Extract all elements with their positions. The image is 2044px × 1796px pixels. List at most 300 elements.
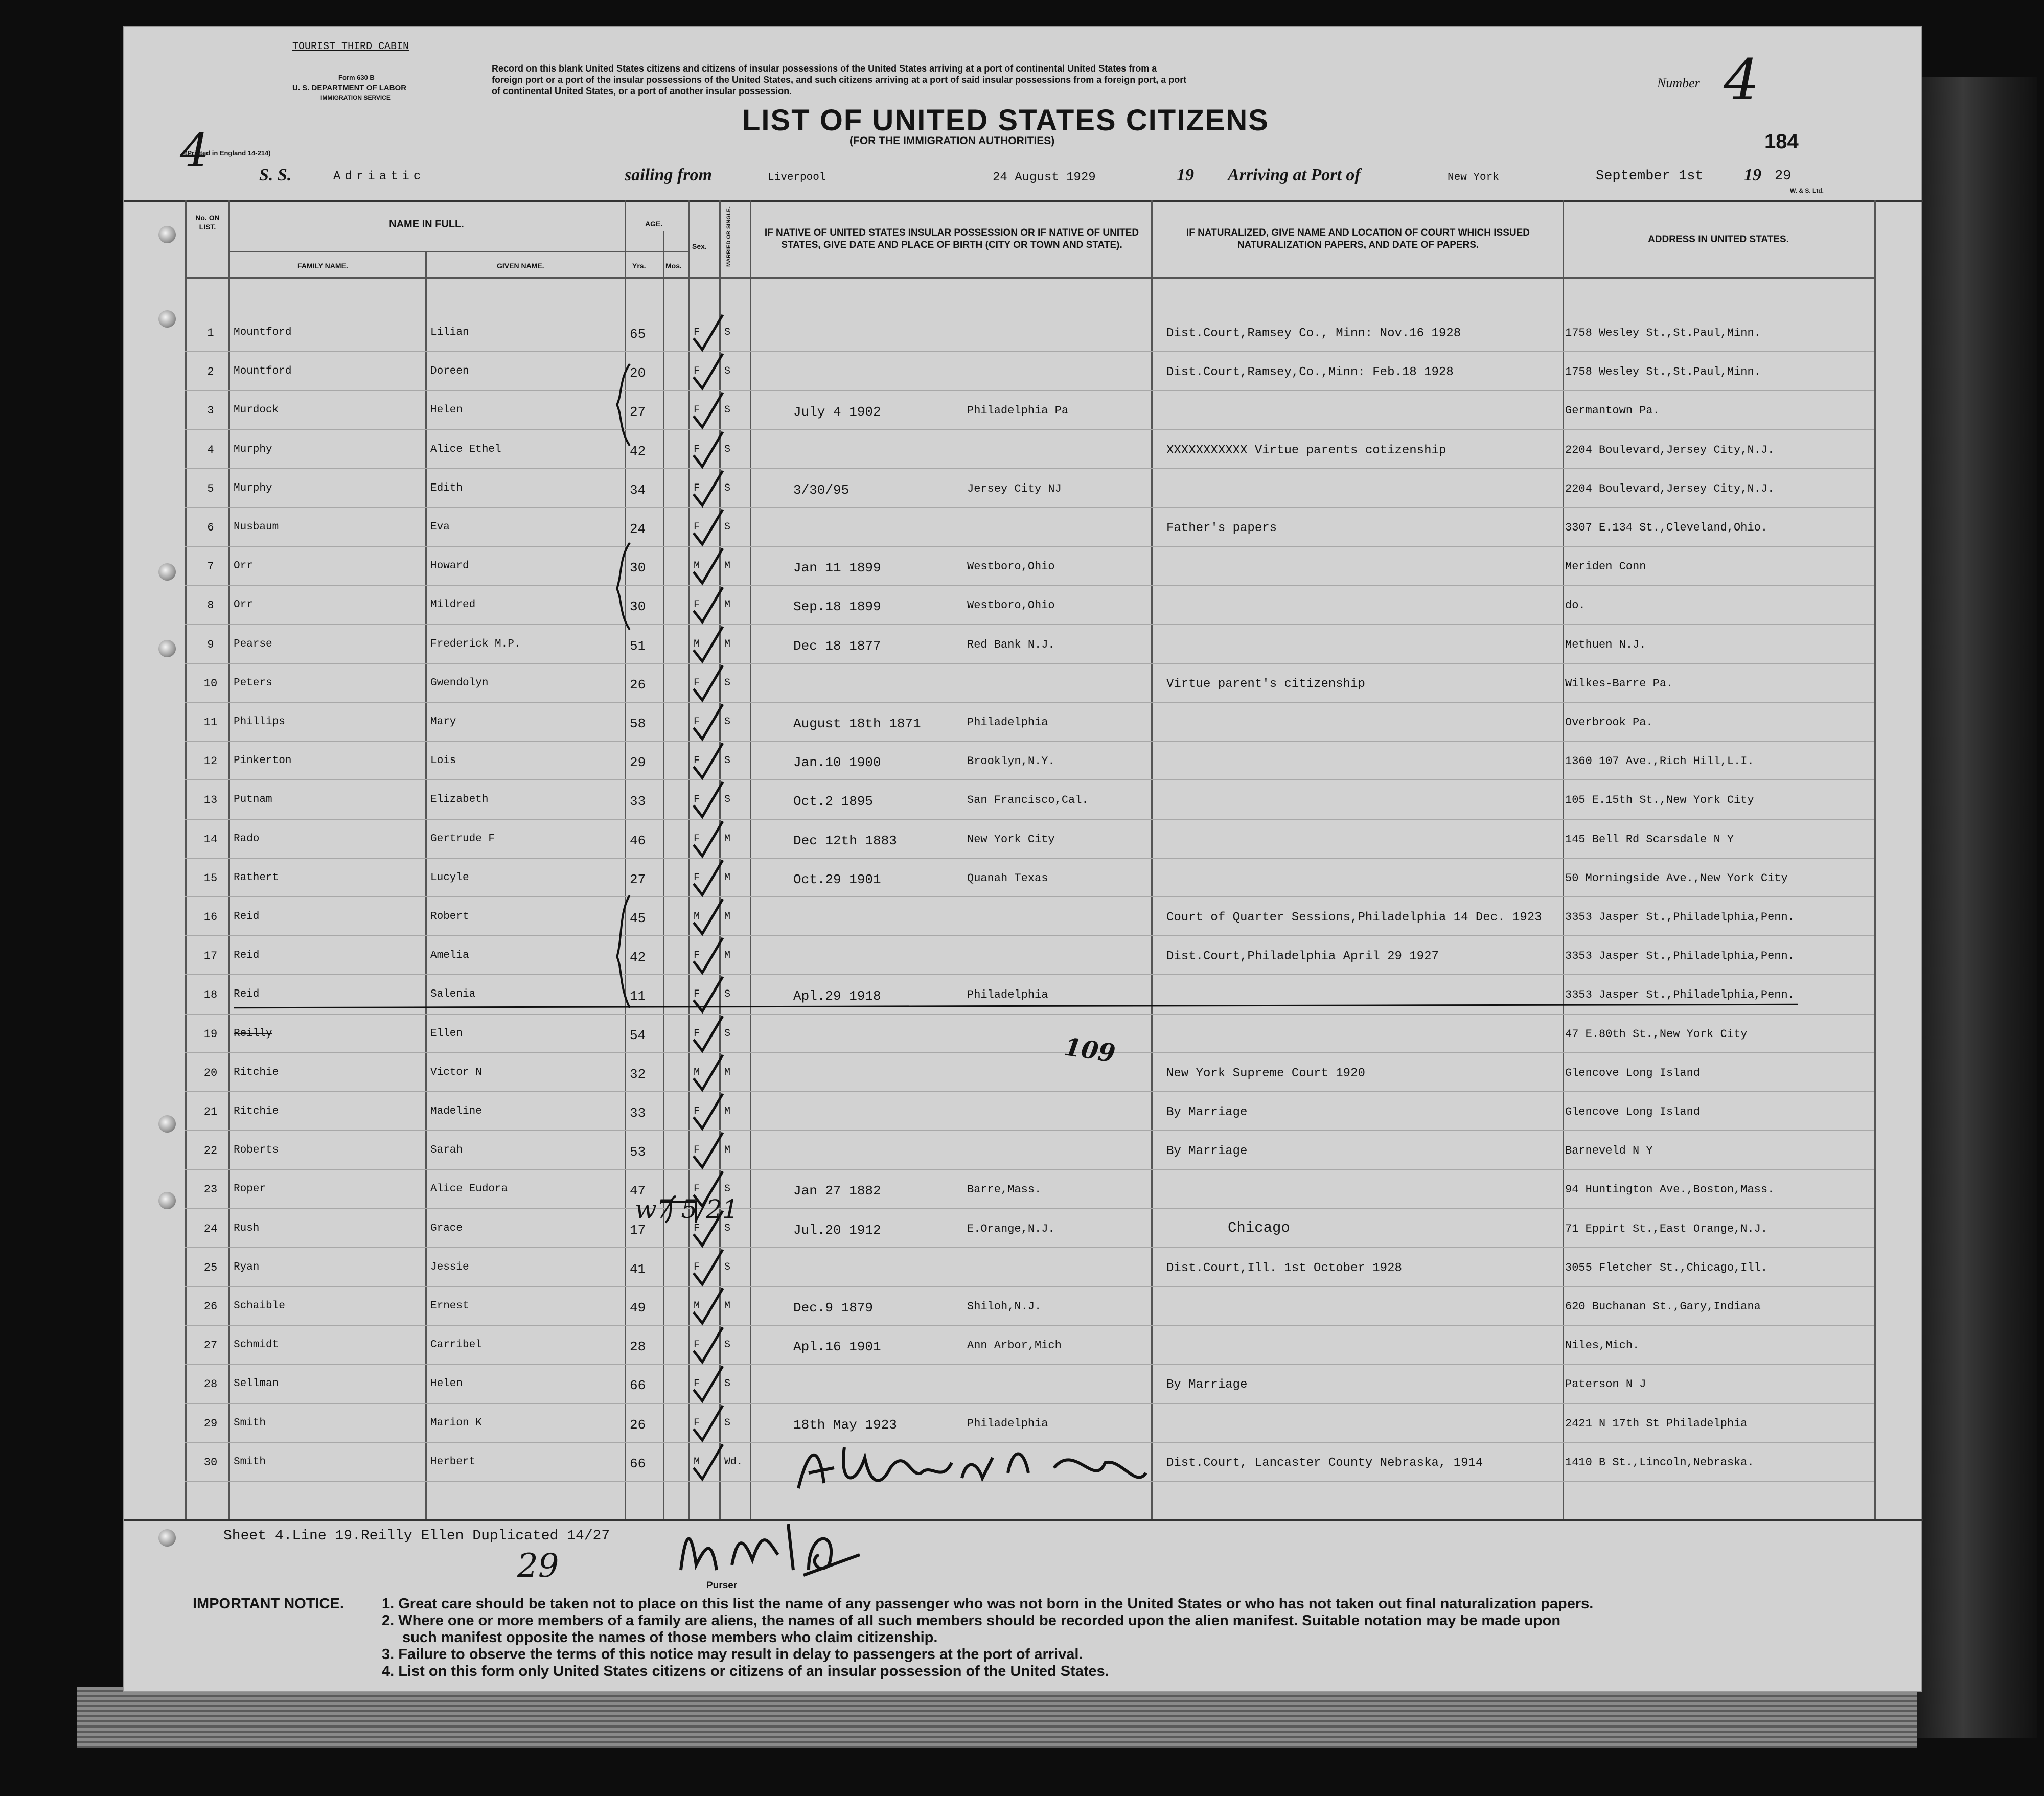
sailing-from: Liverpool bbox=[768, 172, 826, 183]
tourist-label: TOURIST THIRD CABIN bbox=[292, 41, 409, 53]
age-years: 33 bbox=[630, 1106, 646, 1121]
row-number: 16 bbox=[203, 911, 218, 924]
row-number: 20 bbox=[203, 1066, 218, 1079]
marital-status: S bbox=[724, 443, 731, 455]
sex: M bbox=[694, 560, 700, 572]
given-name: Gwendolyn bbox=[430, 677, 489, 689]
marital-status: S bbox=[724, 1378, 731, 1390]
family-name: Murphy bbox=[234, 482, 272, 494]
given-name: Salenia bbox=[430, 988, 476, 1001]
age-years: 42 bbox=[630, 950, 646, 965]
marital-status: S bbox=[724, 1222, 731, 1234]
given-name: Sarah bbox=[430, 1144, 463, 1157]
ship-name: Adriatic bbox=[333, 170, 425, 183]
notice-item-3: 3. Failure to observe the terms of this notice may result in delay to passengers at the port of arrival. bbox=[382, 1646, 1083, 1663]
birth-date: Jan 11 1899 bbox=[793, 560, 881, 576]
row-number: 4 bbox=[207, 443, 214, 456]
given-name: Gertrude F bbox=[430, 833, 495, 845]
family-name: Schmidt bbox=[234, 1339, 279, 1351]
sheet-note: Sheet 4.Line 19.Reilly Ellen Duplicated 14/27 bbox=[223, 1528, 610, 1544]
given-name: Lois bbox=[430, 755, 456, 767]
col-header-address: ADDRESS IN UNITED STATES. bbox=[1648, 234, 1789, 245]
us-address: 620 Buchanan St.,Gary,Indiana bbox=[1565, 1300, 1761, 1313]
family-name: Reid bbox=[234, 988, 260, 1001]
birth-place: Jersey City NJ bbox=[967, 482, 1062, 495]
us-address: 1410 B St.,Lincoln,Nebraska. bbox=[1565, 1456, 1754, 1469]
family-name: Nusbaum bbox=[234, 521, 279, 533]
row-number: 21 bbox=[203, 1106, 218, 1118]
sex: F bbox=[694, 794, 700, 806]
marital-status: S bbox=[724, 988, 731, 1001]
arrival-port: New York bbox=[1448, 172, 1499, 183]
marital-status: M bbox=[724, 638, 731, 650]
row-number: 2 bbox=[207, 365, 214, 379]
marital-status: M bbox=[724, 560, 731, 572]
year-19: 19 bbox=[1177, 166, 1194, 185]
given-name: Jessie bbox=[430, 1261, 469, 1273]
row-number: 3 bbox=[207, 404, 214, 418]
given-name: Victor N bbox=[430, 1066, 482, 1078]
naturalization: Virtue parent's citizenship bbox=[1166, 677, 1365, 691]
col-header-no: No. ON LIST. bbox=[195, 214, 220, 231]
birth-place: Westboro,Ohio bbox=[967, 599, 1055, 612]
sex: F bbox=[694, 521, 700, 533]
family-name: Murphy bbox=[234, 443, 272, 455]
age-years: 34 bbox=[630, 482, 646, 498]
marital-status: M bbox=[724, 1106, 731, 1117]
family-name: Reid bbox=[234, 911, 260, 923]
age-years: 53 bbox=[630, 1144, 646, 1160]
sex: F bbox=[694, 1027, 700, 1040]
number-value: 4 bbox=[1724, 47, 1759, 112]
birth-date: 3/30/95 bbox=[793, 482, 849, 498]
family-name: Roper bbox=[234, 1183, 266, 1195]
age-years: 46 bbox=[630, 833, 646, 848]
age-years: 27 bbox=[630, 404, 646, 420]
age-years: 42 bbox=[630, 443, 646, 459]
birth-date: Dec.9 1879 bbox=[793, 1300, 874, 1316]
age-years: 26 bbox=[630, 677, 646, 693]
family-name: Orr bbox=[234, 560, 253, 572]
purser-signature bbox=[665, 1509, 880, 1585]
us-address: Methuen N.J. bbox=[1565, 638, 1646, 651]
us-address: Barneveld N Y bbox=[1565, 1144, 1653, 1158]
age-years: 66 bbox=[630, 1456, 646, 1471]
sex: F bbox=[694, 1378, 700, 1390]
page-number: 184 bbox=[1764, 130, 1799, 153]
age-years: 11 bbox=[630, 988, 646, 1004]
marital-status: M bbox=[724, 1066, 731, 1078]
given-name: Helen bbox=[430, 1378, 463, 1390]
family-name: Rush bbox=[234, 1222, 260, 1234]
marital-status: S bbox=[724, 755, 731, 767]
given-name: Lilian bbox=[430, 327, 469, 338]
ss-label: S. S. bbox=[259, 166, 292, 185]
given-name: Lucyle bbox=[430, 871, 469, 884]
marital-status: S bbox=[724, 521, 731, 533]
handwritten-date-24: w7 5/21 bbox=[635, 1194, 739, 1224]
manifest-page bbox=[123, 26, 1922, 1692]
marital-status: S bbox=[724, 327, 731, 338]
marital-status: M bbox=[724, 871, 731, 884]
birth-place: Philadelphia Pa bbox=[967, 404, 1069, 418]
col-header-married: MARRIED OR SINGLE. bbox=[726, 206, 732, 267]
us-address: Glencove Long Island bbox=[1565, 1106, 1701, 1118]
us-address: 2204 Boulevard,Jersey City,N.J. bbox=[1565, 443, 1775, 456]
us-address: 3353 Jasper St.,Philadelphia,Penn. bbox=[1565, 911, 1795, 924]
sailing-label: sailing from bbox=[625, 166, 712, 185]
row-number: 30 bbox=[203, 1456, 218, 1469]
service: IMMIGRATION SERVICE bbox=[320, 94, 391, 101]
notice-item-2b: such manifest opposite the names of those members who claim citizenship. bbox=[402, 1629, 938, 1646]
arrival-19: 19 bbox=[1744, 166, 1761, 185]
sex: M bbox=[694, 911, 700, 923]
naturalization: By Marriage bbox=[1166, 1144, 1248, 1159]
birth-place: Barre,Mass. bbox=[967, 1183, 1042, 1196]
us-address: 3353 Jasper St.,Philadelphia,Penn. bbox=[1565, 950, 1795, 963]
family-name: Putnam bbox=[234, 794, 272, 806]
col-header-yrs: Yrs. bbox=[632, 262, 646, 270]
age-years: 30 bbox=[630, 560, 646, 576]
birth-place: Philadelphia bbox=[967, 1417, 1048, 1430]
marital-status: S bbox=[724, 365, 731, 378]
row-number: 24 bbox=[203, 1222, 218, 1235]
department: U. S. DEPARTMENT OF LABOR bbox=[292, 84, 407, 93]
chicago-note: Chicago bbox=[1228, 1219, 1290, 1236]
record-text-3: of continental United States, or a port of another insular possession. bbox=[492, 86, 792, 96]
birth-date: Dec 18 1877 bbox=[793, 638, 881, 654]
col-header-family: FAMILY NAME. bbox=[297, 262, 348, 270]
family-name: Pearse bbox=[234, 638, 272, 650]
age-years: 32 bbox=[630, 1066, 646, 1082]
printer-mark: W. & S. Ltd. bbox=[1790, 187, 1824, 194]
left-mark: 4 bbox=[180, 124, 210, 177]
marital-status: S bbox=[724, 677, 731, 689]
row-number: 26 bbox=[203, 1300, 218, 1313]
marital-status: S bbox=[724, 1417, 731, 1429]
marital-status: Wd. bbox=[724, 1456, 743, 1468]
us-address: 3055 Fletcher St.,Chicago,Ill. bbox=[1565, 1261, 1768, 1274]
given-name: Alice Eudora bbox=[430, 1183, 508, 1195]
age-years: 24 bbox=[630, 521, 646, 537]
birth-date: Apl.16 1901 bbox=[793, 1339, 881, 1355]
col-header-given: GIVEN NAME. bbox=[497, 262, 544, 270]
sex: F bbox=[694, 1106, 700, 1117]
given-name: Howard bbox=[430, 560, 469, 572]
row-number: 15 bbox=[203, 871, 218, 885]
us-address: Niles,Mich. bbox=[1565, 1339, 1640, 1352]
handwritten-29: 29 bbox=[517, 1547, 559, 1585]
age-years: 33 bbox=[630, 794, 646, 810]
family-name: Peters bbox=[234, 677, 272, 689]
naturalization: By Marriage bbox=[1166, 1106, 1248, 1119]
given-name: Ernest bbox=[430, 1300, 469, 1312]
sex: F bbox=[694, 1261, 700, 1273]
given-name: Eva bbox=[430, 521, 450, 533]
row-number: 23 bbox=[203, 1183, 218, 1196]
given-name: Carribel bbox=[430, 1339, 482, 1351]
birth-date: Oct.29 1901 bbox=[793, 871, 881, 887]
family-name: Orr bbox=[234, 599, 253, 611]
us-address: Meriden Conn bbox=[1565, 560, 1646, 573]
birth-place: Red Bank N.J. bbox=[967, 638, 1055, 651]
record-text-1: Record on this blank United States citizens and citizens of insular possessions of the United States arriving at a port of continental United States from a bbox=[492, 63, 1157, 74]
family-name: Ritchie bbox=[234, 1106, 279, 1117]
sex: M bbox=[694, 638, 700, 650]
row-number: 10 bbox=[203, 677, 218, 690]
col-header-age: AGE. bbox=[645, 220, 663, 228]
sex: F bbox=[694, 1339, 700, 1351]
us-address: 2421 N 17th St Philadelphia bbox=[1565, 1417, 1748, 1430]
age-years: 54 bbox=[630, 1027, 646, 1043]
arrival-year: 29 bbox=[1775, 169, 1792, 184]
sex: F bbox=[694, 755, 700, 767]
sex: F bbox=[694, 677, 700, 689]
age-years: 30 bbox=[630, 599, 646, 615]
us-address: Glencove Long Island bbox=[1565, 1066, 1701, 1079]
naturalization: Dist.Court,Ramsey Co., Minn: Nov.16 1928 bbox=[1166, 327, 1461, 340]
age-years: 29 bbox=[630, 755, 646, 771]
birth-date: Dec 12th 1883 bbox=[793, 833, 897, 848]
arrival-date: September 1st bbox=[1596, 169, 1704, 184]
birth-date: August 18th 1871 bbox=[793, 716, 921, 731]
age-years: 65 bbox=[630, 327, 646, 342]
us-address: 1360 107 Ave.,Rich Hill,L.I. bbox=[1565, 755, 1754, 768]
birth-place: Ann Arbor,Mich bbox=[967, 1339, 1062, 1352]
us-address: 47 E.80th St.,New York City bbox=[1565, 1027, 1748, 1041]
printed-note: (Printed in England 14-214) bbox=[185, 149, 271, 157]
row-number: 9 bbox=[207, 638, 214, 651]
binder-hole bbox=[158, 1529, 176, 1547]
us-address: Wilkes-Barre Pa. bbox=[1565, 677, 1673, 690]
given-name: Helen bbox=[430, 404, 463, 417]
marital-status: M bbox=[724, 833, 731, 845]
number-label: Number bbox=[1657, 76, 1700, 90]
birth-place: Shiloh,N.J. bbox=[967, 1300, 1042, 1313]
age-years: 58 bbox=[630, 716, 646, 731]
family-name: Pinkerton bbox=[234, 755, 292, 767]
family-name: Smith bbox=[234, 1456, 266, 1468]
marital-status: M bbox=[724, 1144, 731, 1157]
sex: F bbox=[694, 716, 700, 728]
sex: F bbox=[694, 950, 700, 962]
age-years: 51 bbox=[630, 638, 646, 654]
age-years: 45 bbox=[630, 911, 646, 926]
row-number: 22 bbox=[203, 1144, 218, 1158]
sex: F bbox=[694, 327, 700, 338]
naturalization: Dist.Court,Ill. 1st October 1928 bbox=[1166, 1261, 1402, 1275]
marital-status: S bbox=[724, 1339, 731, 1351]
given-name: Marion K bbox=[430, 1417, 482, 1429]
given-name: Grace bbox=[430, 1222, 463, 1234]
family-name: Smith bbox=[234, 1417, 266, 1429]
us-address: do. bbox=[1565, 599, 1586, 612]
row-number: 17 bbox=[203, 950, 218, 963]
us-address: 3307 E.134 St.,Cleveland,Ohio. bbox=[1565, 521, 1768, 534]
sex: F bbox=[694, 365, 700, 378]
given-name: Mary bbox=[430, 716, 456, 728]
page-subtitle: (FOR THE IMMIGRATION AUTHORITIES) bbox=[849, 135, 1055, 147]
row-number: 5 bbox=[207, 482, 214, 495]
row-number: 18 bbox=[203, 988, 218, 1002]
given-name: Herbert bbox=[430, 1456, 476, 1468]
given-name: Alice Ethel bbox=[430, 443, 501, 455]
age-years: 17 bbox=[630, 1222, 646, 1238]
us-address: 3353 Jasper St.,Philadelphia,Penn. bbox=[1565, 988, 1795, 1002]
stamp-109: 109 bbox=[1062, 1032, 1117, 1068]
naturalization: Dist.Court, Lancaster County Nebraska, 1914 bbox=[1166, 1456, 1483, 1470]
marital-status: M bbox=[724, 1300, 731, 1312]
birth-date: Oct.2 1895 bbox=[793, 794, 874, 810]
given-name: Robert bbox=[430, 911, 469, 923]
row-number: 25 bbox=[203, 1261, 218, 1274]
given-name: Amelia bbox=[430, 950, 469, 962]
col-header-naturalized: IF NATURALIZED, GIVE NAME AND LOCATION OF COURT WHICH ISSUED NATURALIZATION PAPERS, AND DATE OF PAPERS. bbox=[1186, 227, 1530, 250]
given-name: Madeline bbox=[430, 1106, 482, 1117]
family-name: Mountford bbox=[234, 327, 292, 338]
given-name: Elizabeth bbox=[430, 794, 489, 806]
notice-item-2: 2. Where one or more members of a family are aliens, the names of all such members should be recorded upon the alien manifest. Suitable notation may be made upon bbox=[382, 1613, 1561, 1629]
marital-status: M bbox=[724, 950, 731, 962]
col-header-sex: Sex. bbox=[692, 242, 707, 250]
birth-place: E.Orange,N.J. bbox=[967, 1222, 1055, 1235]
sex: F bbox=[694, 988, 700, 1001]
sex: F bbox=[694, 833, 700, 845]
given-name: Doreen bbox=[430, 365, 469, 378]
sex: F bbox=[694, 1222, 700, 1234]
row-number: 28 bbox=[203, 1378, 218, 1391]
family-name: Schaible bbox=[234, 1300, 285, 1312]
birth-date: Apl.29 1918 bbox=[793, 988, 881, 1004]
sex: F bbox=[694, 404, 700, 417]
us-address: 71 Eppirt St.,East Orange,N.J. bbox=[1565, 1222, 1768, 1235]
age-years: 20 bbox=[630, 365, 646, 381]
row-number: 13 bbox=[203, 794, 218, 807]
family-name: Rado bbox=[234, 833, 260, 845]
age-years: 41 bbox=[630, 1261, 646, 1277]
birth-date: Jul.20 1912 bbox=[793, 1222, 881, 1238]
us-address: 1758 Wesley St.,St.Paul,Minn. bbox=[1565, 327, 1761, 339]
family-name: Ritchie bbox=[234, 1066, 279, 1078]
purser-label: Purser bbox=[706, 1580, 738, 1591]
birth-date: Jan.10 1900 bbox=[793, 755, 881, 771]
page-title: LIST OF UNITED STATES CITIZENS bbox=[742, 104, 1269, 137]
naturalization: New York Supreme Court 1920 bbox=[1166, 1066, 1365, 1080]
sex: F bbox=[694, 599, 700, 611]
marital-status: S bbox=[724, 404, 731, 417]
birth-place: Quanah Texas bbox=[967, 871, 1048, 885]
given-name: Ellen bbox=[430, 1027, 463, 1040]
family-name: Reid bbox=[234, 950, 260, 962]
notice-item-1: 1. Great care should be taken not to place on this list the name of any passenger who was not born in the United States or who has not taken out final naturalization papers. bbox=[382, 1596, 1594, 1612]
family-name: Ryan bbox=[234, 1261, 260, 1273]
family-name: Phillips bbox=[234, 716, 285, 728]
sex: F bbox=[694, 1144, 700, 1157]
birth-date: 18th May 1923 bbox=[793, 1417, 897, 1433]
marital-status: S bbox=[724, 1183, 731, 1195]
birth-date: Sep.18 1899 bbox=[793, 599, 881, 615]
family-name: Roberts bbox=[234, 1144, 279, 1157]
given-name: Edith bbox=[430, 482, 463, 494]
age-years: 27 bbox=[630, 871, 646, 887]
us-address: 105 E.15th St.,New York City bbox=[1565, 794, 1754, 807]
us-address: 2204 Boulevard,Jersey City,N.J. bbox=[1565, 482, 1775, 495]
age-years: 49 bbox=[630, 1300, 646, 1316]
birth-place: Westboro,Ohio bbox=[967, 560, 1055, 573]
form-number: Form 630 B bbox=[338, 74, 375, 81]
age-years: 26 bbox=[630, 1417, 646, 1433]
us-address: 1758 Wesley St.,St.Paul,Minn. bbox=[1565, 365, 1761, 379]
family-name: Murdock bbox=[234, 404, 279, 417]
given-name: Mildred bbox=[430, 599, 476, 611]
row-number: 12 bbox=[203, 755, 218, 768]
notice-label: IMPORTANT NOTICE. bbox=[193, 1596, 344, 1612]
book-page-edges bbox=[77, 1687, 1917, 1748]
age-years: 28 bbox=[630, 1339, 646, 1355]
us-address: 145 Bell Rd Scarsdale N Y bbox=[1565, 833, 1734, 846]
row-number: 6 bbox=[207, 521, 214, 534]
sex: F bbox=[694, 1417, 700, 1429]
row-number: 7 bbox=[207, 560, 214, 573]
age-years: 66 bbox=[630, 1378, 646, 1394]
family-name: Sellman bbox=[234, 1378, 279, 1390]
sex: M bbox=[694, 1456, 700, 1468]
row-number: 29 bbox=[203, 1417, 218, 1430]
naturalization: XXXXXXXXXXX Virtue parents cotizenship bbox=[1166, 443, 1446, 457]
us-address: 50 Morningside Ave.,New York City bbox=[1565, 871, 1788, 885]
sailing-date: 24 August 1929 bbox=[993, 171, 1096, 185]
sex: F bbox=[694, 871, 700, 884]
col-header-mos: Mos. bbox=[665, 262, 682, 270]
marital-status: S bbox=[724, 1027, 731, 1040]
naturalization: Court of Quarter Sessions,Philadelphia 14 Dec. 1923 bbox=[1166, 911, 1542, 925]
row-number: 27 bbox=[203, 1339, 218, 1352]
row-number: 1 bbox=[207, 327, 214, 339]
row-number: 8 bbox=[207, 599, 214, 612]
family-name: Mountford bbox=[234, 365, 292, 378]
us-address: 94 Huntington Ave.,Boston,Mass. bbox=[1565, 1183, 1775, 1196]
sex: M bbox=[694, 1300, 700, 1312]
bracket-marks bbox=[124, 27, 1923, 1519]
col-header-birth: IF NATIVE OF UNITED STATES INSULAR POSSESSION OR IF NATIVE OF UNITED STATES, GIVE DATE AND PLACE OF BIRTH (CITY OR TOWN AND STATE). bbox=[764, 227, 1139, 250]
birth-place: Philadelphia bbox=[967, 988, 1048, 1002]
birth-date: July 4 1902 bbox=[793, 404, 881, 420]
birth-place: Brooklyn,N.Y. bbox=[967, 755, 1055, 768]
us-address: Paterson N J bbox=[1565, 1378, 1646, 1391]
marital-status: S bbox=[724, 1261, 731, 1273]
table-bottom-rule bbox=[124, 1519, 1923, 1521]
sex: F bbox=[694, 1183, 700, 1195]
book-binding bbox=[1914, 77, 2037, 1738]
naturalization: By Marriage bbox=[1166, 1378, 1248, 1392]
sex: M bbox=[694, 1066, 700, 1078]
naturalization: Father's papers bbox=[1166, 521, 1277, 535]
birth-date: Jan 27 1882 bbox=[793, 1183, 881, 1199]
marital-status: S bbox=[724, 716, 731, 728]
family-name: Reilly bbox=[234, 1027, 272, 1040]
row-number: 11 bbox=[203, 716, 218, 729]
sex: F bbox=[694, 443, 700, 455]
us-address: Germantown Pa. bbox=[1565, 404, 1660, 418]
birth-place: San Francisco,Cal. bbox=[967, 794, 1089, 807]
marital-status: M bbox=[724, 911, 731, 923]
marital-status: M bbox=[724, 599, 731, 611]
given-name: Frederick M.P. bbox=[430, 638, 521, 650]
col-header-name: NAME IN FULL. bbox=[389, 219, 464, 230]
birth-place: Philadelphia bbox=[967, 716, 1048, 729]
arriving-label: Arriving at Port of bbox=[1228, 166, 1361, 185]
marital-status: S bbox=[724, 794, 731, 806]
